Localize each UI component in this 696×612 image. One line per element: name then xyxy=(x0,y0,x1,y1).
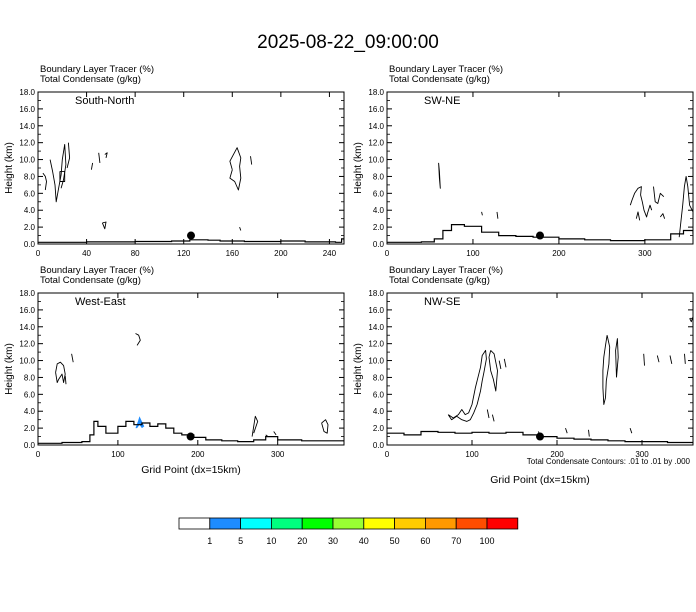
y-tick-label: 16.0 xyxy=(368,305,384,315)
condensate-contour xyxy=(67,143,70,168)
panel-1 xyxy=(4,64,344,258)
y-tick-label: 8.0 xyxy=(23,373,35,383)
x-tick-label: 100 xyxy=(111,450,125,459)
plot-area xyxy=(38,143,344,243)
condensate-contour xyxy=(72,354,74,362)
condensate-contour xyxy=(487,410,489,419)
y-tick-label: 14.0 xyxy=(368,322,384,332)
panel-header-tracer: Boundary Layer Tracer (%) xyxy=(389,64,504,75)
colorbar-box xyxy=(487,518,518,529)
x-tick-label: 80 xyxy=(130,249,140,258)
colorbar-box xyxy=(241,518,272,529)
condensate-contour xyxy=(56,362,66,382)
colorbar-label: 70 xyxy=(451,536,462,546)
condensate-contour xyxy=(274,432,276,435)
colorbar-box xyxy=(302,518,333,529)
panel-2 xyxy=(353,64,693,258)
condensate-contour xyxy=(230,148,241,190)
condensate-contour xyxy=(439,163,441,188)
y-tick-label: 10.0 xyxy=(368,356,384,366)
condensate-contour xyxy=(136,334,141,346)
y-tick-label: 10.0 xyxy=(19,356,35,366)
x-tick-label: 200 xyxy=(191,450,205,459)
y-tick-label: 14.0 xyxy=(368,121,384,131)
condensate-contour xyxy=(603,335,610,404)
condensate-contour xyxy=(43,173,47,190)
condensate-contour xyxy=(240,227,241,230)
colorbar-label: 100 xyxy=(479,536,495,546)
x-tick-label: 160 xyxy=(225,249,239,258)
plot-area xyxy=(387,317,693,443)
y-tick-label: 0.0 xyxy=(372,240,384,249)
y-tick-label: 18.0 xyxy=(19,88,35,97)
y-tick-label: 8.0 xyxy=(372,373,384,383)
y-tick-label: 14.0 xyxy=(19,121,35,131)
condensate-contour xyxy=(566,428,568,433)
y-tick-label: 18.0 xyxy=(368,88,384,97)
colorbar-label: 1 xyxy=(207,536,213,546)
location-marker xyxy=(536,232,544,240)
y-tick-label: 2.0 xyxy=(23,424,35,434)
panel-4 xyxy=(353,265,693,486)
condensate-contour xyxy=(50,144,66,201)
condensate-contour xyxy=(497,212,498,219)
y-tick-label: 16.0 xyxy=(19,104,35,114)
colorbar-box xyxy=(333,518,364,529)
y-tick-label: 6.0 xyxy=(372,390,384,400)
condensate-contour xyxy=(644,354,645,366)
y-tick-label: 16.0 xyxy=(368,104,384,114)
y-tick-label: 8.0 xyxy=(23,172,35,182)
condensate-contour xyxy=(636,212,639,221)
colorbar-label: 60 xyxy=(420,536,431,546)
plot-frame xyxy=(38,293,344,445)
y-tick-label: 4.0 xyxy=(372,407,384,417)
y-tick-label: 0.0 xyxy=(372,441,384,450)
y-tick-label: 16.0 xyxy=(19,305,35,315)
y-tick-label: 6.0 xyxy=(23,189,35,199)
x-tick-label: 0 xyxy=(384,450,390,459)
y-tick-label: 4.0 xyxy=(23,407,35,417)
x-axis-label: Grid Point (dx=15km) xyxy=(490,474,590,486)
condensate-contour xyxy=(654,187,664,204)
y-tick-label: 18.0 xyxy=(368,289,384,298)
x-tick-label: 120 xyxy=(177,249,191,258)
x-tick-label: 0 xyxy=(384,249,390,258)
x-tick-label: 300 xyxy=(638,249,652,258)
y-tick-label: 10.0 xyxy=(19,155,35,165)
panel-3 xyxy=(4,265,344,476)
location-marker xyxy=(536,433,544,441)
panel-label: SW-NE xyxy=(424,95,461,107)
panel-label: West-East xyxy=(75,296,126,308)
y-tick-label: 12.0 xyxy=(368,339,384,349)
y-tick-label: 2.0 xyxy=(372,223,384,233)
condensate-contour xyxy=(489,350,498,391)
panel-header-tracer: Boundary Layer Tracer (%) xyxy=(389,265,504,276)
x-tick-label: 300 xyxy=(635,450,649,459)
y-tick-label: 2.0 xyxy=(23,223,35,233)
colorbar-box xyxy=(364,518,395,529)
location-marker xyxy=(187,433,195,441)
y-tick-label: 18.0 xyxy=(19,289,35,298)
contour-footnote: Total Condensate Contours: .01 to .01 by .000 xyxy=(526,457,690,466)
plot-frame xyxy=(38,92,344,244)
x-tick-label: 200 xyxy=(274,249,288,258)
panel-header-condensate: Total Condensate (g/kg) xyxy=(389,275,490,286)
x-tick-label: 240 xyxy=(322,249,337,258)
condensate-contour xyxy=(499,361,501,369)
figure-title: 2025-08-22_09:00:00 xyxy=(257,32,439,53)
x-tick-label: 0 xyxy=(35,450,41,459)
y-tick-label: 10.0 xyxy=(368,155,384,165)
x-tick-label: 100 xyxy=(465,450,479,459)
tracer-shade xyxy=(136,416,145,428)
panel-header-condensate: Total Condensate (g/kg) xyxy=(389,74,490,85)
condensate-contour xyxy=(65,376,66,384)
condensate-contour xyxy=(252,416,258,436)
condensate-contour xyxy=(630,187,651,217)
x-tick-label: 300 xyxy=(271,450,285,459)
condensate-contour xyxy=(660,214,664,219)
y-tick-label: 2.0 xyxy=(372,424,384,434)
colorbar-box xyxy=(395,518,426,529)
condensate-contour xyxy=(679,176,693,237)
x-tick-label: 200 xyxy=(552,249,566,258)
y-tick-label: 12.0 xyxy=(19,138,35,148)
y-axis-label: Height (km) xyxy=(353,142,364,194)
x-tick-label: 100 xyxy=(466,249,480,258)
condensate-contour xyxy=(504,359,506,367)
condensate-contour xyxy=(690,317,693,322)
condensate-contour xyxy=(630,428,632,433)
colorbar-label: 20 xyxy=(297,536,308,546)
colorbar-box xyxy=(271,518,302,529)
condensate-contour xyxy=(589,430,590,437)
panel-label: NW-SE xyxy=(424,296,461,308)
tracer-colorbar xyxy=(179,518,518,546)
condensate-contour xyxy=(616,339,619,378)
y-axis-label: Height (km) xyxy=(4,343,15,395)
condensate-contour xyxy=(670,356,672,364)
colorbar-box xyxy=(210,518,241,529)
colorbar-label: 50 xyxy=(389,536,400,546)
plot-area xyxy=(387,163,693,242)
panel-label: South-North xyxy=(75,95,135,107)
plot-frame xyxy=(387,92,693,244)
y-tick-label: 0.0 xyxy=(23,240,35,249)
condensate-contour xyxy=(492,415,494,422)
colorbar-box xyxy=(179,518,210,529)
y-tick-label: 4.0 xyxy=(372,206,384,216)
colorbar-label: 30 xyxy=(327,536,339,546)
condensate-contour xyxy=(251,156,252,164)
x-tick-label: 40 xyxy=(82,249,92,258)
colorbar-label: 40 xyxy=(358,536,369,546)
plot-frame xyxy=(387,293,693,445)
colorbar-label: 5 xyxy=(238,536,244,546)
colorbar-box xyxy=(425,518,456,529)
panel-header-tracer: Boundary Layer Tracer (%) xyxy=(40,64,155,75)
condensate-contour xyxy=(657,356,659,363)
condensate-contour xyxy=(685,354,686,364)
y-tick-label: 12.0 xyxy=(19,339,35,349)
colorbar-label: 10 xyxy=(266,536,277,546)
panel-header-tracer: Boundary Layer Tracer (%) xyxy=(40,265,155,276)
location-marker xyxy=(187,232,195,240)
panel-header-condensate: Total Condensate (g/kg) xyxy=(40,74,141,85)
y-tick-label: 0.0 xyxy=(23,441,35,450)
panel-header-condensate: Total Condensate (g/kg) xyxy=(40,275,141,286)
colorbar-box xyxy=(456,518,487,529)
condensate-contour xyxy=(99,153,100,163)
x-axis-label: Grid Point (dx=15km) xyxy=(141,464,241,476)
panels xyxy=(4,64,693,486)
y-axis-label: Height (km) xyxy=(353,343,364,395)
x-tick-label: 200 xyxy=(550,450,564,459)
plot-area xyxy=(38,334,344,444)
condensate-contour xyxy=(105,153,107,158)
condensate-contour xyxy=(482,212,483,215)
y-tick-label: 14.0 xyxy=(19,322,35,332)
condensate-contour xyxy=(322,420,328,434)
condensate-contour xyxy=(448,350,486,421)
y-tick-label: 12.0 xyxy=(368,138,384,148)
condensate-contour xyxy=(91,163,92,170)
y-tick-label: 4.0 xyxy=(23,206,35,216)
x-tick-label: 0 xyxy=(35,249,41,258)
y-tick-label: 6.0 xyxy=(23,390,35,400)
condensate-contour xyxy=(102,222,106,229)
y-tick-label: 8.0 xyxy=(372,172,384,182)
y-axis-label: Height (km) xyxy=(4,142,15,194)
y-tick-label: 6.0 xyxy=(372,189,384,199)
